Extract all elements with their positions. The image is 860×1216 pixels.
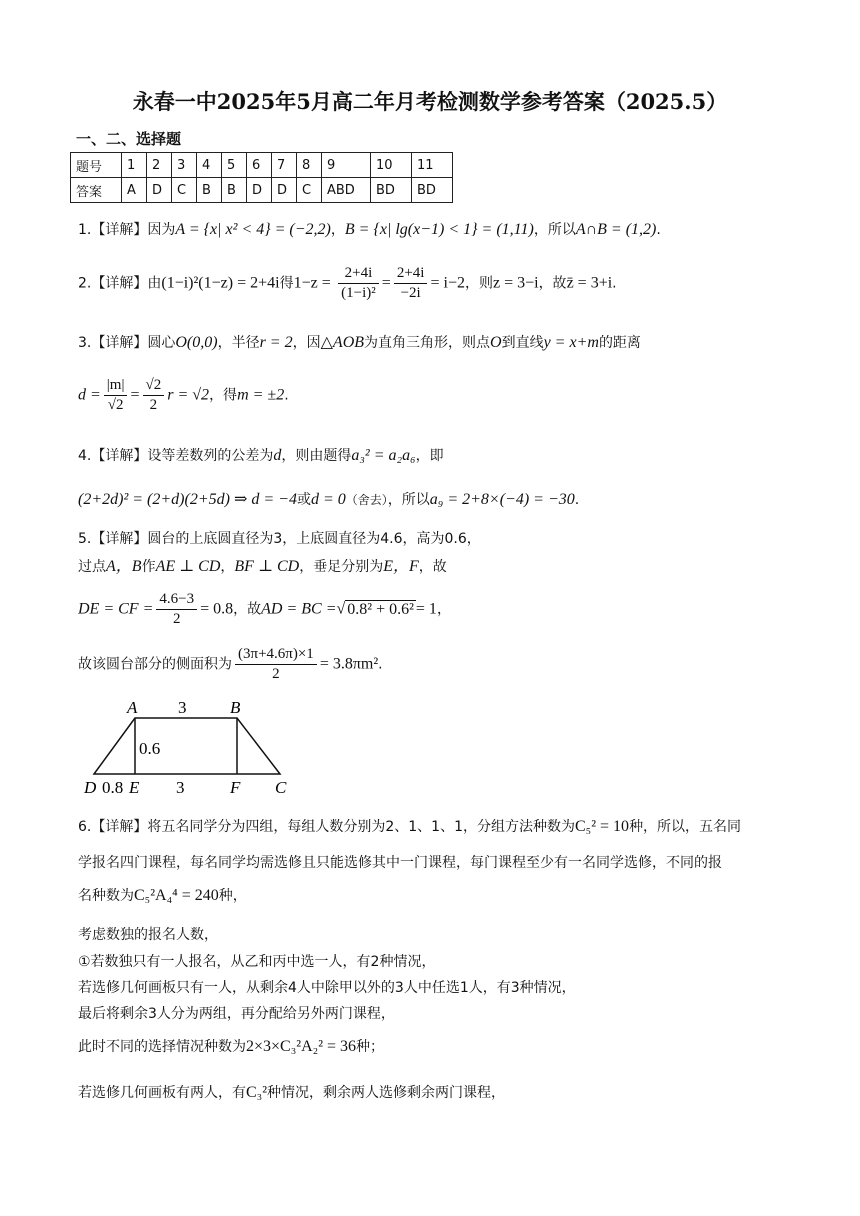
table-cell: 11 [412,153,453,178]
text: ，则 [464,275,493,292]
q4-line-2 [78,490,579,510]
numerator: 2+4i [338,264,379,284]
math: BF ⊥ CD [234,558,300,575]
text: . [378,656,383,673]
text: ，故 [418,559,447,575]
math: z = 3−i [492,274,539,292]
table-header-cell: 答案 [71,178,122,203]
q3-line-2 [78,376,289,415]
text: 的距离 [598,335,641,351]
text: . [612,275,617,292]
math: d = [78,386,101,404]
math: AE ⊥ CD [155,558,221,575]
q1-line [78,220,661,240]
text: 到直线 [501,335,544,351]
table-cell: 2 [147,153,172,178]
text: . [656,222,661,238]
text: 作 [141,559,156,575]
text: 4.【详解】设等差数列的公差为 [78,448,274,464]
text: 故该圆台部分的侧面积为 [78,656,232,673]
q6-line-9 [78,1083,505,1103]
trapezoid-figure [80,696,310,800]
text: 或 [296,492,311,508]
q5-line-4 [78,645,383,684]
q6-line-7: 最后将剩余3人分为两组，再分配给另外两门课程， [78,1006,395,1022]
math: = [381,274,391,292]
label-a: A [127,698,138,717]
table-cell: B [222,178,247,203]
numerator: 4.6−3 [156,590,197,610]
label-bottom-length: 3 [176,778,185,797]
math: r = √2 [167,386,210,404]
denominator: 2 [272,666,280,682]
math: △AOB [320,334,365,351]
math: C₅² = 10 [574,818,630,835]
q4-line-1 [78,446,444,466]
math: C₃² [246,1084,268,1101]
text: 种情况，剩余两人选修剩余两门课程， [267,1085,506,1101]
text: 6.【详解】将五名同学分为四组，每组人数分别为2、1、1、1，分组方法种数为 [78,819,575,835]
q6-line-3 [78,886,247,906]
math: A = {x| x² < 4} = (−2,2) [175,221,331,238]
q5-line-2 [78,557,447,577]
label-e: E [129,778,140,797]
q3-line-1 [78,333,641,353]
math: A，B [106,558,142,575]
math: 0.8² + 0.6² [347,600,414,618]
math: 2×3×C₃²A₂² = 36 [246,1038,357,1055]
fraction [394,264,428,303]
text: ，因 [292,335,321,351]
table-cell: ABD [322,178,371,203]
math: d = 0 [310,491,346,508]
math: a₃² = a₂a₆ [351,447,416,464]
table-cell: C [297,178,322,203]
text: 过点 [78,559,106,575]
math: d [273,447,282,464]
table-cell: A [122,178,147,203]
numerator: √2 [143,376,165,396]
math: A∩B = (1,2) [575,221,657,238]
text: （舍去） [345,493,388,507]
text: 名种数为 [78,888,134,904]
text: . [574,492,580,508]
label-top-length: 3 [178,698,187,717]
math: r = 2 [259,334,293,351]
table-cell: 6 [247,153,272,178]
math: z̄ = 3+i [566,274,613,292]
math: AD = BC = [261,600,337,618]
text: 种，所以，五名同 [629,819,742,835]
math: = 3.8πm² [319,655,379,673]
table-header-cell: 题号 [71,153,122,178]
table-row-numbers [71,153,453,178]
text: ， [220,559,235,575]
math: B = {x| lg(x−1) < 1} = (1,11) [344,221,534,238]
fraction [156,590,197,629]
text: 得 [279,275,294,292]
text: ，垂足分别为 [299,559,384,575]
text: ，半径 [217,335,260,351]
math: O [490,334,502,351]
text: ，所以 [533,222,576,238]
table-cell: B [197,178,222,203]
math: (2+2d)² = (2+d)(2+5d) ⇒ d = −4 [78,491,297,508]
text: 若选修几何画板有两人，有 [78,1085,246,1101]
table-cell: 5 [222,153,247,178]
math: = [130,386,140,404]
table-cell: 9 [322,153,371,178]
fraction [338,264,379,303]
table-cell: 4 [197,153,222,178]
fraction [235,645,317,684]
text: 2.【详解】由 [78,275,162,292]
text: ，即 [415,448,444,464]
table-cell: D [247,178,272,203]
label-height: 0.6 [139,739,161,758]
text: ， [330,222,345,238]
text: ， [436,601,451,618]
denominator: 2 [149,397,158,413]
q5-line-1: 5.【详解】圆台的上底圆直径为3，上底圆直径为4.6，高为0.6， [78,531,481,547]
table-cell: 3 [172,153,197,178]
text: ，所以 [387,492,430,508]
q6-line-4: 考虑数独的报名人数， [78,927,218,943]
math: C₅²A₄⁴ = 240 [134,887,219,904]
math: O(0,0) [175,334,218,351]
section-heading: 一、二、选择题 [76,130,182,148]
math: (1−i)²(1−z) = 2+4i [161,274,280,292]
table-cell: D [147,178,172,203]
answer-table [70,152,453,203]
table-cell: 10 [371,153,412,178]
table-cell: BD [371,178,412,203]
q2-line [78,264,617,303]
math: = 1 [415,600,437,618]
table-cell: D [272,178,297,203]
table-cell: C [172,178,197,203]
page-title: 永春一中2025年5月高二年月考检测数学参考答案（2025.5） [132,89,728,114]
q6-line-5: ①若数独只有一人报名，从乙和丙中选一人，有2种情况， [78,954,436,970]
numerator: (3π+4.6π)×1 [235,645,317,665]
math: = i−2 [430,274,465,292]
text: 种， [218,888,247,904]
numerator: 2+4i [394,264,428,284]
text: 3.【详解】圆心 [78,335,176,351]
label-d: D [84,778,97,797]
text: 此时不同的选择情况种数为 [78,1039,246,1055]
math: 1−z = [293,274,331,292]
label-f: F [230,778,241,797]
denominator: (1−i)² [341,285,376,301]
math: y = x+m [543,334,599,351]
trapezoid-outline [94,718,280,774]
table-cell: 7 [272,153,297,178]
text: . [284,387,289,404]
text: ，则由题得 [281,448,352,464]
q6-line-8 [78,1037,384,1057]
label-b: B [230,698,241,717]
fraction [143,376,165,415]
math: DE = CF = [78,600,154,618]
text: ，故 [538,275,567,292]
math: E，F [383,558,419,575]
label-c: C [275,778,287,797]
denominator: √2 [107,397,124,413]
q6-line-6: 若选修几何画板只有一人，从剩余4人中除甲以外的3人中任选1人，有3种情况， [78,980,576,996]
text: ，得 [209,387,238,404]
math: m = ±2 [237,386,285,404]
table-cell: 8 [297,153,322,178]
denominator: 2 [172,611,181,627]
q6-line-2: 学报名四门课程，每名同学均需选修且只能选修其中一门课程，每门课程至少有一名同学选修，不同的报 [78,855,722,871]
numerator: |m| [104,376,128,396]
q5-line-3: DE = CF = $\frac{4.6-3}{2}$ = 0.8，故AD = BC =√ 0.8² + 0.6² = 1， [78,591,451,627]
math: a₉ = 2+8×(−4) = −30 [429,491,575,508]
text: 种； [356,1039,385,1055]
math: = 0.8 [200,600,234,618]
label-left-length: 0.8 [102,778,124,797]
table-cell: BD [412,178,453,203]
fraction [104,376,128,415]
q6-line-1 [78,817,741,837]
table-row-answers [71,178,453,203]
table-cell: 1 [122,153,147,178]
text: ，故 [233,601,262,618]
text: 为直角三角形，则点 [364,335,491,351]
denominator: −2i [400,285,421,301]
text: 1.【详解】因为 [78,222,176,238]
